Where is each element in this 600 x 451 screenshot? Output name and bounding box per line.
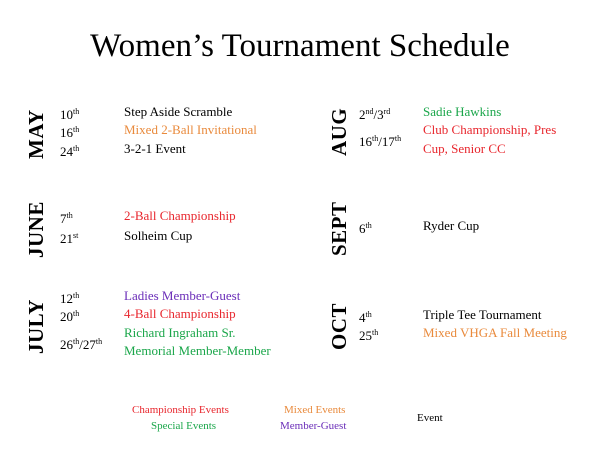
event-date: 6th	[359, 221, 372, 236]
event-date: 24th	[60, 144, 80, 159]
event-date: 26th/27th	[60, 337, 103, 352]
event-date: 21st	[60, 231, 79, 246]
page-title: Women’s Tournament Schedule	[90, 28, 510, 64]
event-date: 4th	[359, 310, 372, 325]
event-name-championship: Cup, Senior CC	[423, 141, 506, 156]
month-label-may: MAY	[24, 109, 48, 159]
legend-championship: Championship Events	[132, 404, 229, 416]
event-name-special: Richard Ingraham Sr.	[124, 325, 236, 340]
month-label-june: JUNE	[24, 201, 48, 258]
event-date: 2nd/3rd	[359, 107, 391, 122]
event-date: 7th	[60, 211, 73, 226]
event-name-championship: 2-Ball Championship	[124, 208, 236, 223]
event-date: 10th	[60, 107, 80, 122]
event-name-championship: 4-Ball Championship	[124, 306, 236, 321]
event-date: 16th	[60, 125, 80, 140]
event-date: 20th	[60, 309, 80, 324]
event-name-mixed: Mixed VHGA Fall Meeting	[423, 325, 567, 340]
event-name-special: Sadie Hawkins	[423, 104, 502, 119]
event-name: Solheim Cup	[124, 228, 193, 243]
event-name-special: Memorial Member-Member	[124, 343, 271, 358]
event-date: 25th	[359, 328, 379, 343]
event-name-special: Step Aside Scramble	[124, 104, 233, 119]
legend-event: Event	[417, 412, 443, 424]
legend-member-guest: Member-Guest	[280, 420, 347, 432]
legend-mixed: Mixed Events	[284, 404, 346, 416]
month-label-july: JULY	[24, 299, 48, 354]
event-name-mixed: Mixed 2-Ball Invitational	[124, 122, 257, 137]
legend-special: Special Events	[151, 420, 217, 432]
month-label-sept: SEPT	[327, 201, 351, 256]
event-name: Triple Tee Tournament	[423, 307, 542, 322]
event-name-championship: Club Championship, Pres	[423, 122, 557, 137]
event-date: 16th/17th	[359, 134, 402, 149]
event-name: Ryder Cup	[423, 218, 480, 233]
month-label-oct: OCT	[327, 302, 351, 350]
event-name-member-guest: Ladies Member-Guest	[124, 288, 241, 303]
event-name: 3-2-1 Event	[124, 141, 186, 156]
month-label-aug: AUG	[327, 107, 351, 156]
event-date: 12th	[60, 291, 80, 306]
